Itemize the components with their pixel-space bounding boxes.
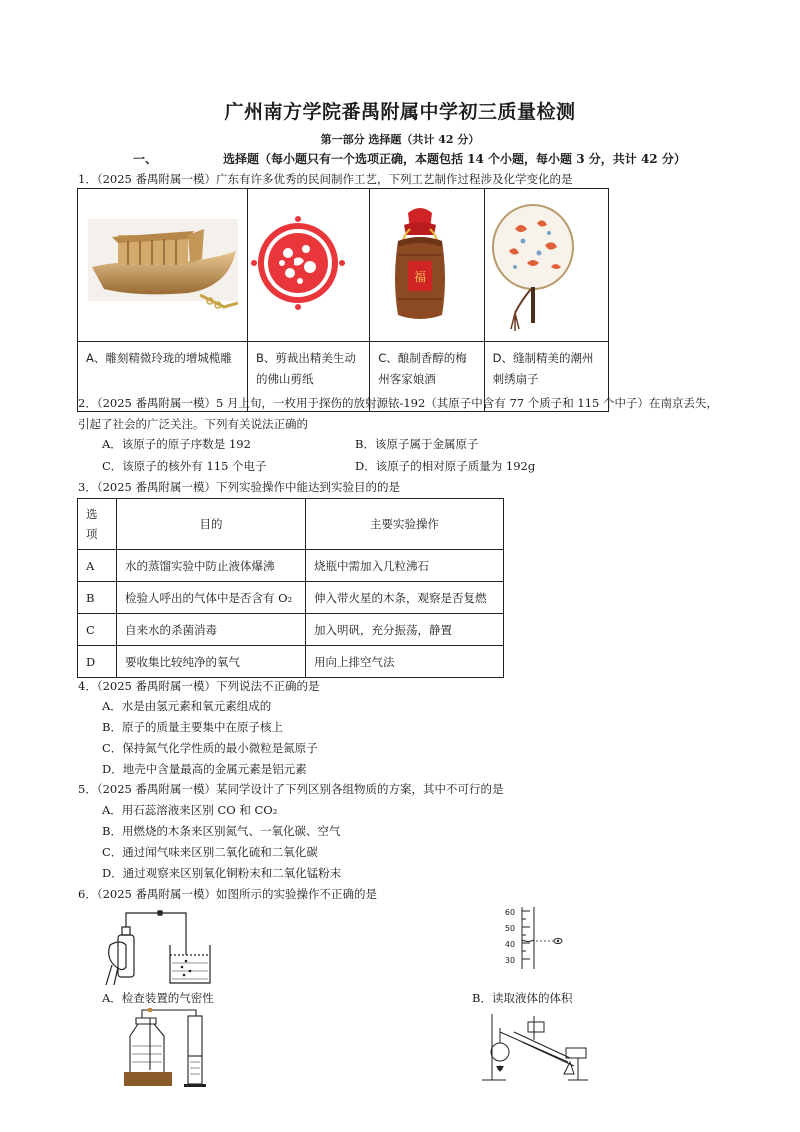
wine-jar-image: [370, 189, 484, 341]
part-subtitle: 第一部分 选择题（共计 42 分）: [320, 133, 480, 146]
question-2-stem-line2: 引起了社会的广泛关注。下列有关说法正确的: [78, 417, 308, 431]
question-2-option-d: D．该原子的相对原子质量为 192g: [355, 459, 536, 473]
question-4-option-b: B．原子的质量主要集中在原子核上: [102, 720, 283, 734]
cylinder-tick-40: 40: [504, 940, 516, 949]
question-2-option-b: B．该原子属于金属原子: [355, 437, 479, 451]
embroidered-fan-image: [485, 189, 609, 341]
distillation-apparatus-figure: [470, 1010, 590, 1084]
paper-cut-rooster-image: [248, 189, 370, 341]
row-goal: 要收集比较纯净的氧气: [117, 646, 306, 678]
cylinder-tick-50: 50: [504, 924, 516, 933]
header-goal: 目的: [117, 499, 306, 550]
row-option: B: [78, 582, 117, 614]
cylinder-tick-30: 30: [504, 956, 516, 965]
row-operation: 加入明矾，充分振荡，静置: [306, 614, 504, 646]
question-4-stem: 4．（2025 番禺附属一模）下列说法不正确的是: [78, 679, 320, 693]
header-option: 选项: [78, 499, 117, 550]
image-cell-b: [247, 189, 369, 342]
row-option: A: [78, 550, 117, 582]
airtightness-check-figure: [100, 905, 220, 987]
question-2-option-c: C．该原子的核外有 115 个电子: [102, 459, 267, 473]
question-3-stem: 3．（2025 番禺附属一模）下列实验操作中能达到实验目的的是: [78, 480, 400, 494]
section-instructions: 选择题（每小题只有一个选项正确，本题包括 14 个小题，每小题 3 分，共计 42 分）: [223, 152, 686, 166]
question-5-option-a: A．用石蕊溶液来区别 CO 和 CO₂: [102, 803, 278, 817]
row-operation: 用向上排空气法: [306, 646, 504, 678]
table-row: [78, 646, 504, 678]
table-row: [78, 614, 504, 646]
question-6-stem: 6．（2025 番禺附属一模）如图所示的实验操作不正确的是: [78, 887, 377, 901]
row-goal: 检验人呼出的气体中是否含有 O₂: [117, 582, 306, 614]
question-2-option-a: A．该原子的原子序数是 192: [102, 437, 251, 451]
figure-a-caption: A．检查装置的气密性: [102, 991, 214, 1005]
table-row: [78, 582, 504, 614]
row-goal: 水的蒸馏实验中防止液体爆沸: [117, 550, 306, 582]
olive-carving-boat-image: [78, 189, 248, 341]
question-1-stem: 1．（2025 番禺附属一模）广东有许多优秀的民间制作工艺，下列工艺制作过程涉及化学变化的是: [78, 172, 573, 186]
option-a-caption: A、雕刻精微玲珑的增城榄雕: [78, 342, 248, 412]
row-operation: 伸入带火星的木条，观察是否复燃: [306, 582, 504, 614]
option-d-caption: D、缝制精美的潮州刺绣扇子: [484, 342, 608, 412]
row-goal: 自来水的杀菌消毒: [117, 614, 306, 646]
question-5-option-d: D．通过观察来区别氧化铜粉末和二氧化锰粉末: [102, 866, 342, 880]
table-row: [78, 550, 504, 582]
svg-text:福: 福: [414, 270, 427, 284]
row-option: D: [78, 646, 117, 678]
option-b-caption: B、剪裁出精美生动的佛山剪纸: [247, 342, 369, 412]
question-5-option-b: B．用燃烧的木条来区别氮气、一氧化碳、空气: [102, 824, 341, 838]
option-c-caption: C、酿制香醇的梅州客家娘酒: [370, 342, 484, 412]
question-3-table: [77, 498, 504, 678]
section-number: 一、: [133, 152, 158, 166]
question-4-option-a: A．水是由氢元素和氧元素组成的: [102, 699, 272, 713]
row-option: C: [78, 614, 117, 646]
question-2-stem-line1: 2．（2025 番禺附属一模）5 月上旬，一枚用于探伤的放射源铱-192（其原子中含有 77 个质子和 115 个中子）在南京丢失，: [78, 396, 718, 410]
question-4-option-d: D．地壳中含量最高的金属元素是铝元素: [102, 762, 307, 776]
question-1-image-table: [77, 188, 609, 412]
question-5-option-c: C．通过闻气味来区别二氧化硫和二氧化碳: [102, 845, 318, 859]
gas-collection-figure: [118, 1006, 218, 1090]
question-5-stem: 5．（2025 番禺附属一模）某同学设计了下列区别各组物质的方案，其中不可行的是: [78, 782, 504, 796]
header-operation: 主要实验操作: [306, 499, 504, 550]
image-cell-c: [370, 189, 484, 342]
image-cell-d: [484, 189, 608, 342]
question-4-option-c: C．保持氮气化学性质的最小微粒是氮原子: [102, 741, 318, 755]
page-title: 广州南方学院番禺附属中学初三质量检测: [224, 101, 576, 123]
row-operation: 烧瓶中需加入几粒沸石: [306, 550, 504, 582]
cylinder-tick-60: 60: [504, 908, 516, 917]
image-cell-a: [78, 189, 248, 342]
graduated-cylinder-figure: [500, 905, 570, 971]
figure-b-caption: B．读取液体的体积: [472, 991, 573, 1005]
